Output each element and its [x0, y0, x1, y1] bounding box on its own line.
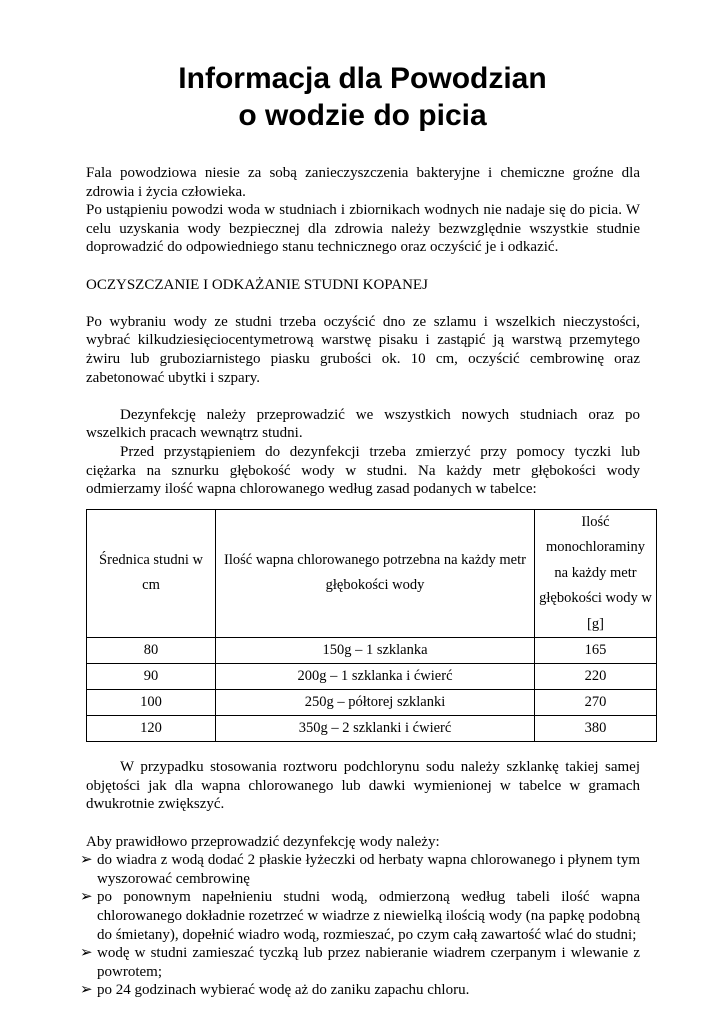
header-chlorinated-lime: Ilość wapna chlorowanego potrzebna na każdy metr głębokości wody [216, 509, 535, 638]
arrow-bullet-icon: ➢ [80, 852, 93, 869]
cell-monochloramine: 380 [535, 716, 657, 742]
step-text: do wiadra z wodą dodać 2 płaskie łyżeczki od herbaty wapna chlorowanego i płynem tym wyszorować cembrowinę [97, 852, 640, 887]
cell-diameter: 80 [87, 638, 216, 664]
cell-diameter: 100 [87, 690, 216, 716]
section-heading: OCZYSZCZANIE I ODKAŻANIE STUDNI KOPANEJ [86, 276, 428, 293]
list-item [80, 851, 640, 888]
step-text: po 24 godzinach wybierać wodę aż do zaniku zapachu chloru. [97, 982, 470, 999]
table-header-row [87, 509, 657, 638]
title-line-1: Informacja dla Powodzian [178, 62, 547, 95]
intro-paragraph-1: Fala powodziowa niesie za sobą zanieczyszczenia bakteryjne i chemiczne groźne dla zdrowia i życia człowieka. [86, 165, 640, 200]
cleaning-paragraph: Po wybraniu wody ze studni trzeba oczyścić dno ze szlamu i wszelkich nieczystości, wybrać kilkudziesięciocentymetrową warstwę pisaku i zastąpić ją warstwą przemytego żwiru lub gruboziarnistego piasku grubości ok. 10 cm, oczyścić cembrowinę oraz zabetonować ubytki i szpary. [86, 313, 640, 386]
list-item [80, 981, 640, 1000]
dosage-table [86, 509, 657, 743]
document-title [0, 60, 725, 134]
cell-lime: 350g – 2 szklanki i ćwierć [216, 716, 535, 742]
table-row [87, 690, 657, 716]
measure-paragraph: Przed przystąpieniem do dezynfekcji trzeba zmierzyć przy pomocy tyczki lub ciężarka na sznurku głębokość wody w studni. Na każdy metr głębokości wody odmierzamy ilość wapna chlorowanego według zasad podanych w tabelce: [86, 443, 640, 498]
step-text: wodę w studni zamieszać tyczką lub przez nabieranie wiadrem czerpanym i wlewanie z powrotem; [97, 945, 640, 980]
cell-diameter: 90 [87, 664, 216, 690]
table-row [87, 664, 657, 690]
step-text: po ponownym napełnieniu studni wodą, odmierzoną według tabeli ilość wapna chlorowanego dokładnie rozetrzeć w wiadrze z niewielką ilością wody (na papkę podobną do śmietany), dopełnić wiadro wodą, rozmieszać, po czym całą zawartość wlać do studni; [97, 889, 640, 943]
hypochlorite-paragraph: W przypadku stosowania roztworu podchlorynu sodu należy szklankę takiej samej objętości jak dla wapna chlorowanego lub dawki wymienionej w tabelce w gramach dwukrotnie zwiększyć. [86, 759, 640, 813]
arrow-bullet-icon: ➢ [80, 945, 93, 962]
cell-diameter: 120 [87, 716, 216, 742]
steps-list [80, 851, 640, 1000]
cell-monochloramine: 270 [535, 690, 657, 716]
disinfection-paragraph: Dezynfekcję należy przeprowadzić we wszystkich nowych studniach oraz po wszelkich pracach wewnątrz studni. [86, 406, 640, 442]
steps-intro: Aby prawidłowo przeprowadzić dezynfekcję wody należy: [86, 833, 440, 850]
list-item [80, 888, 640, 944]
list-item [80, 944, 640, 981]
cell-lime: 200g – 1 szklanka i ćwierć [216, 664, 535, 690]
cell-lime: 150g – 1 szklanka [216, 638, 535, 664]
arrow-bullet-icon: ➢ [80, 889, 93, 906]
cell-monochloramine: 165 [535, 638, 657, 664]
document-body [80, 164, 652, 1000]
table-row [87, 716, 657, 742]
header-diameter: Średnica studni w cm [87, 509, 216, 638]
header-monochloramine: Ilość monochloraminy na każdy metr głębokości wody w [g] [535, 509, 657, 638]
title-line-2: o wodzie do picia [238, 99, 487, 132]
table-row [87, 638, 657, 664]
cell-monochloramine: 220 [535, 664, 657, 690]
intro-paragraph-2: Po ustąpieniu powodzi woda w studniach i zbiornikach wodnych nie nadaje się do picia. W celu uzyskania wody bezpiecznej dla zdrowia należy bezwzględnie wszystkie studnie doprowadzić do odpowiedniego stanu technicznego oraz oczyścić je i odkazić. [86, 202, 640, 256]
arrow-bullet-icon: ➢ [80, 982, 93, 999]
cell-lime: 250g – półtorej szklanki [216, 690, 535, 716]
